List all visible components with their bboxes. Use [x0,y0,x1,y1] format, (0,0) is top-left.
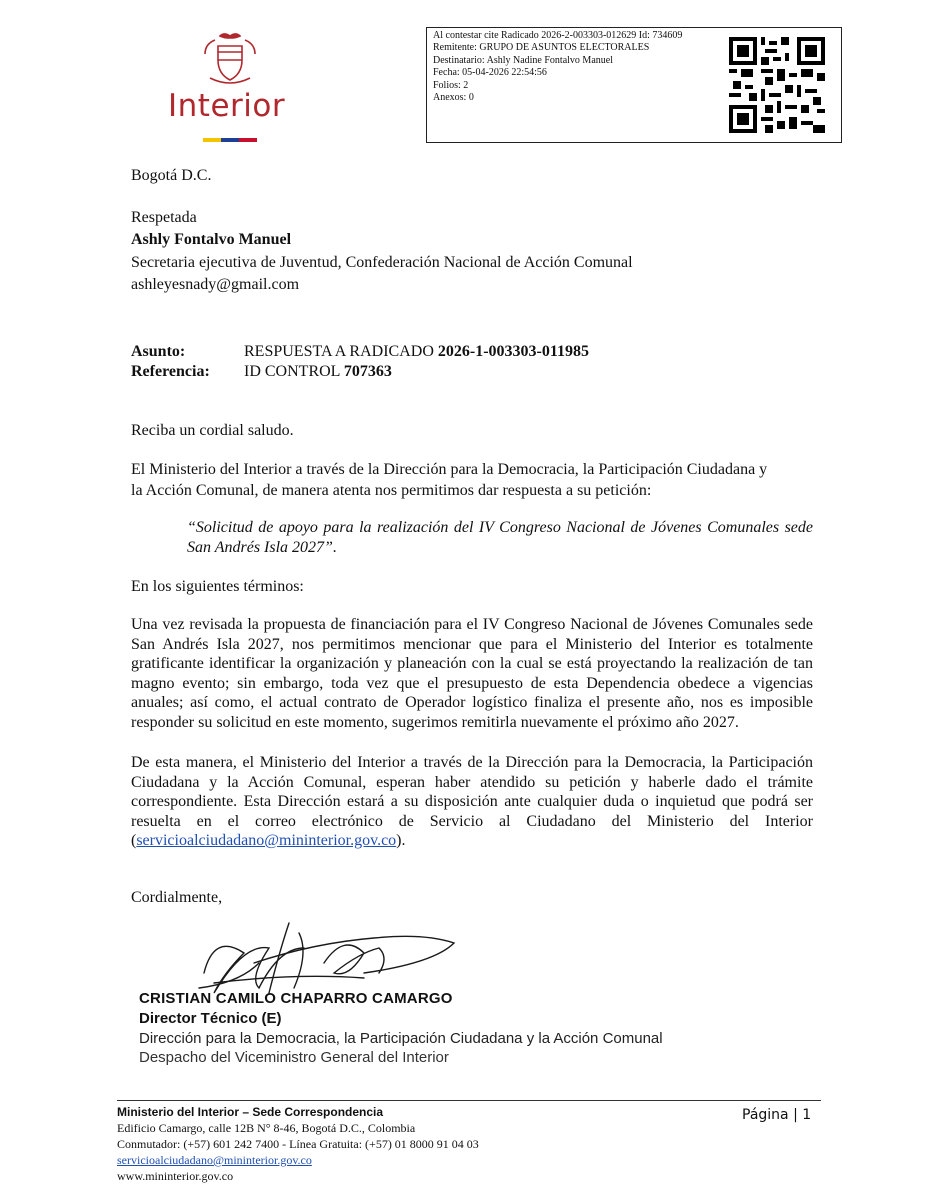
footer-divider [117,1100,821,1101]
radicado-line: Folios: 2 [433,79,469,91]
signer-dept: Despacho del Viceministro General del Interior [139,1049,449,1066]
radicado-line: Fecha: 05-04-2026 22:54:56 [433,67,547,79]
footer-email-link[interactable]: servicioalciudadano@mininterior.gov.co [117,1153,312,1167]
radicado-line: Al contestar cite Radicado 2026-2-003303-012629 Id: 734609 [433,30,683,41]
logo-wordmark: Interior [168,88,286,124]
paragraph-2 [131,753,813,851]
escudo-logo-icon [170,30,290,90]
asunto-value [244,342,589,362]
closing: Cordialmente, [131,889,223,906]
radicado-line: Anexos: 0 [433,92,474,104]
referencia-value [244,362,392,382]
footer-address: Edificio Camargo, calle 12B N° 8-46, Bogotá D.C., Colombia [117,1121,416,1135]
city-date: Bogotá D.C. [131,167,212,184]
signer-title: Director Técnico (E) [139,1010,282,1027]
petition-quote: “Solicitud de apoyo para la realización del IV Congreso Nacional de Jóvenes Comunales sede San Andrés Isla 2027”. [187,519,813,556]
colombia-flag-strip [203,138,257,142]
referencia-number: 707363 [343,363,392,380]
recipient-title: Secretaria ejecutiva de Juventud, Confederación Nacional de Acción Comunal [131,254,633,271]
radicado-line: Remitente: GRUPO DE ASUNTOS ELECTORALES [433,42,650,54]
service-email-link[interactable]: servicioalciudadano@mininterior.gov.co [136,832,397,849]
intro-line-1: El Ministerio del Interior a través de la Dirección para la Democracia, la Participación Ciudadana y [131,461,768,478]
radicado-line: Destinatario: Ashly Nadine Fontalvo Manuel [433,54,613,66]
qr-code-icon [729,37,825,133]
referencia-label: Referencia: [131,363,210,380]
referencia-text: ID CONTROL [244,363,344,380]
intro-line-2: la Acción Comunal, de manera atenta nos permitimos dar respuesta a su petición: [131,482,652,499]
page-number: Página | 1 [742,1107,812,1123]
salutation: Respetada [131,209,197,226]
recipient-name: Ashly Fontalvo Manuel [131,231,292,248]
footer [117,1104,479,1184]
paragraph-2-text: De esta manera, el Ministerio del Interior a través de la Dirección para la Democracia, la Participación Ciudadana y la Acción Comunal, esperan haber atendido su petición y haberle dado el trámite correspondiente. Esta Dirección estará a su disposición ante cualquier duda o inquietud que podrá ser resuelta en el correo electrónico de Servicio al Ciudadano del Ministerio del Interior ( [131,754,813,849]
signer-office: Dirección para la Democracia, la Participación Ciudadana y la Acción Comunal [139,1030,663,1047]
handwritten-signature [194,918,464,998]
footer-phone: Conmutador: (+57) 601 242 7400 - Línea Gratuita: (+57) 01 8000 91 04 03 [117,1137,479,1151]
recipient-email: ashleyesnady@gmail.com [131,276,300,293]
terms-line: En los siguientes términos: [131,578,304,595]
asunto-label: Asunto: [131,343,186,360]
paragraph-2-end: ). [396,832,406,849]
asunto-number: 2026-1-003303-011985 [437,343,589,360]
paragraph-1: Una vez revisada la propuesta de financiación para el IV Congreso Nacional de Jóvenes Comunales sede San Andrés Isla 2027, nos permitimos mencionar que para el Ministerio del Interior es totalmente gratificante identificar la organización y planeación con la cual se está proyectando la realización de tan magno evento; sin embargo, toda vez que el presupuesto de esta Dependencia obedece a vigencias anuales; así como, el actual contrato de Operador logístico finaliza el presente año, nos es imposible responder su solicitud en este momento, sugerimos remitirla nuevamente el próximo año 2027. [131,616,813,731]
footer-web[interactable]: www.mininterior.gov.co [117,1169,234,1183]
footer-title: Ministerio del Interior – Sede Correspondencia [117,1105,384,1119]
asunto-text: RESPUESTA A RADICADO [244,343,438,360]
radicado-info [433,30,682,104]
greeting: Reciba un cordial saludo. [131,422,294,439]
signer-name: CRISTIAN CAMILO CHAPARRO CAMARGO [139,990,453,1007]
